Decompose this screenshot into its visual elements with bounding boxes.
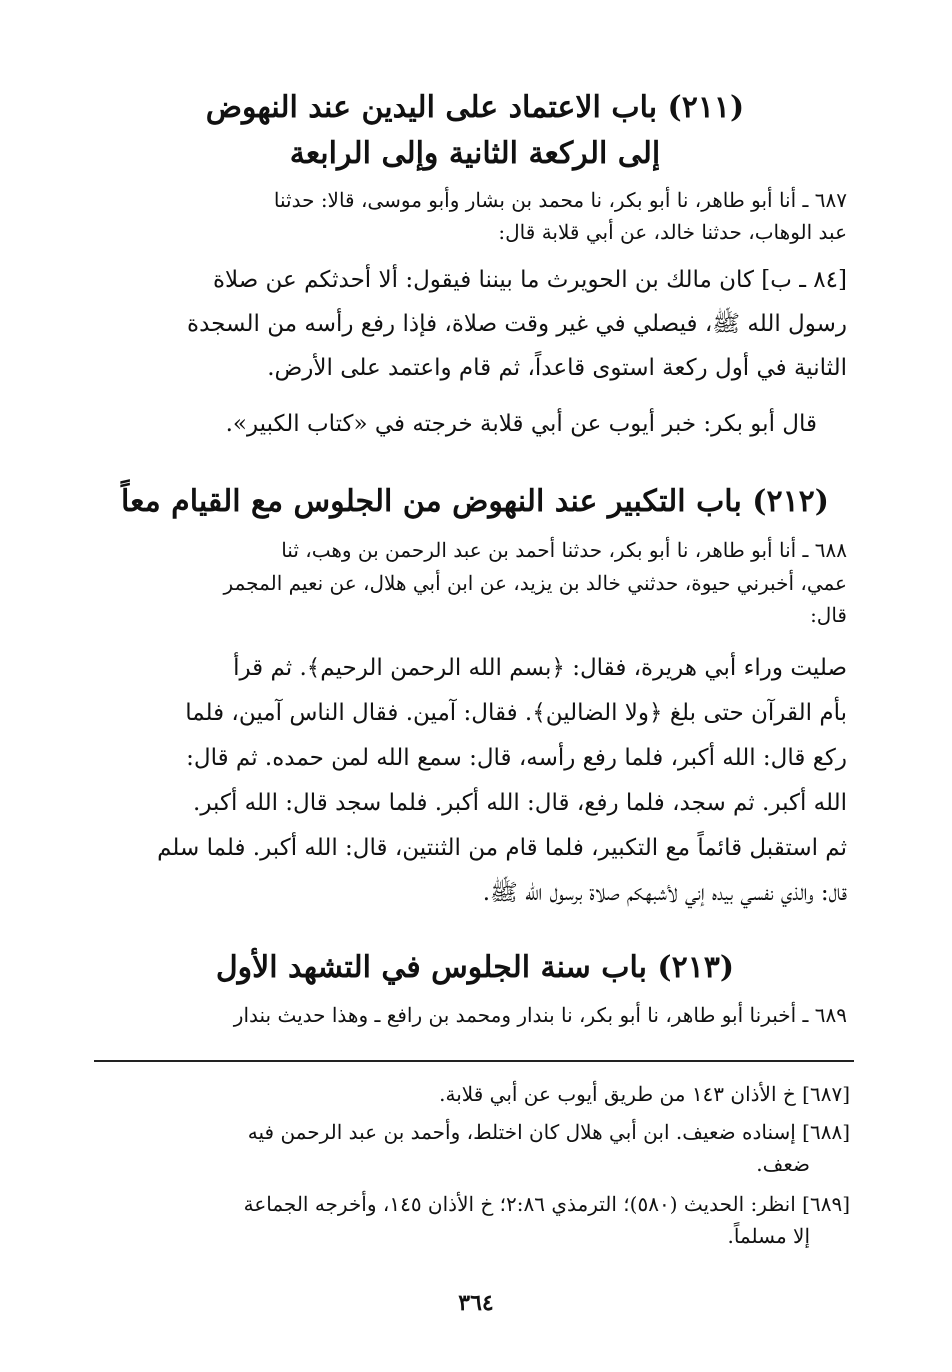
chapter-213-heading: (٢١٣) باب سنة الجلوس في التشهد الأول bbox=[215, 950, 735, 985]
footnote-688-line-1: [٦٨٨] إسناده ضعيف. ابن أبي هلال كان اختلط، وأحمد بن عبد الرحمن فيه bbox=[247, 1120, 850, 1144]
hadith-688-matn-line-5: ثم استقبل قائماً مع التكبير، فلما قام من الثنتين، قال: الله أكبر. فلما سلم bbox=[157, 835, 847, 861]
hadith-688-matn-line-6: قال: والذي نفسي بيده إني لأشبهكم صلاة برسول الله ﷺ. bbox=[482, 880, 847, 906]
chapter-211-heading-line-1: (٢١١) باب الاعتماد على اليدين عند النهوض bbox=[205, 90, 745, 125]
chapter-212-heading: (٢١٢) باب التكبير عند النهوض من الجلوس مع القيام معاً bbox=[121, 484, 829, 519]
hadith-687-matn-line-1: [٨٤ ـ ب] كان مالك بن الحويرث ما بيننا فيقول: ألا أحدثكم عن صلاة bbox=[212, 267, 847, 293]
hadith-688-matn-line-2: بأم القرآن حتى بلغ ﴿ولا الضالين﴾. فقال: آمين. فقال الناس آمين، فلما bbox=[185, 700, 847, 726]
hadith-688-matn-line-3: ركع قال: الله أكبر، فلما رفع رأسه، قال: سمع الله لمن حمده. ثم قال: bbox=[186, 745, 847, 771]
hadith-687-matn-line-3: الثانية في أول ركعة استوى قاعداً، ثم قام واعتمد على الأرض. bbox=[267, 355, 847, 381]
chapter-211-heading-line-2: إلى الركعة الثانية وإلى الرابعة bbox=[289, 136, 661, 171]
footnote-689-line-1: [٦٨٩] انظر: الحديث (٥٨٠)؛ الترمذي ٢:٨٦؛ خ الأذان ١٤٥، وأخرجه الجماعة bbox=[243, 1192, 850, 1216]
hadith-688-matn-line-4: الله أكبر. ثم سجد، فلما رفع، قال: الله أكبر. فلما سجد قال: الله أكبر. bbox=[193, 790, 847, 816]
hadith-688-isnad-line-1: ٦٨٨ ـ أنا أبو طاهر، نا أبو بكر، حدثنا أحمد بن عبد الرحمن بن وهب، ثنا bbox=[281, 538, 847, 562]
hadith-687-isnad-line-2: عبد الوهاب، حدثنا خالد، عن أبي قلابة قال: bbox=[498, 220, 847, 244]
footnote-688-line-2: ضعف. bbox=[756, 1152, 810, 1176]
hadith-688-isnad-line-3: قال: bbox=[810, 603, 847, 627]
hadith-687-author-note: قال أبو بكر: خبر أيوب عن أبي قلابة خرجته في «كتاب الكبير». bbox=[225, 411, 817, 437]
hadith-688-isnad-line-2: عمي، أخبرني حيوة، حدثني خالد بن يزيد، عن ابن أبي هلال، عن نعيم المجمر bbox=[223, 571, 847, 595]
page-number: ٣٦٤ bbox=[458, 1290, 494, 1316]
footnote-689-line-2: إلا مسلماً. bbox=[727, 1224, 810, 1248]
footnote-687: [٦٨٧] خ الأذان ١٤٣ من طريق أيوب عن أبي قلابة. bbox=[439, 1082, 850, 1106]
hadith-687-isnad-line-1: ٦٨٧ ـ أنا أبو طاهر، نا أبو بكر، نا محمد بن بشار وأبو موسى، قالا: حدثنا bbox=[273, 188, 847, 212]
hadith-687-matn-line-2: رسول الله ﷺ، فيصلي في غير وقت صلاة، فإذا رفع رأسه من السجدة bbox=[187, 311, 847, 337]
hadith-688-matn-line-1: صليت وراء أبي هريرة، فقال: ﴿بسم الله الرحمن الرحيم﴾. ثم قرأ bbox=[233, 655, 847, 681]
hadith-689-isnad-line-1: ٦٨٩ ـ أخبرنا أبو طاهر، نا أبو بكر، نا بندار ومحمد بن رافع ـ وهذا حديث بندار bbox=[233, 1003, 847, 1027]
footnote-divider bbox=[94, 1060, 854, 1062]
